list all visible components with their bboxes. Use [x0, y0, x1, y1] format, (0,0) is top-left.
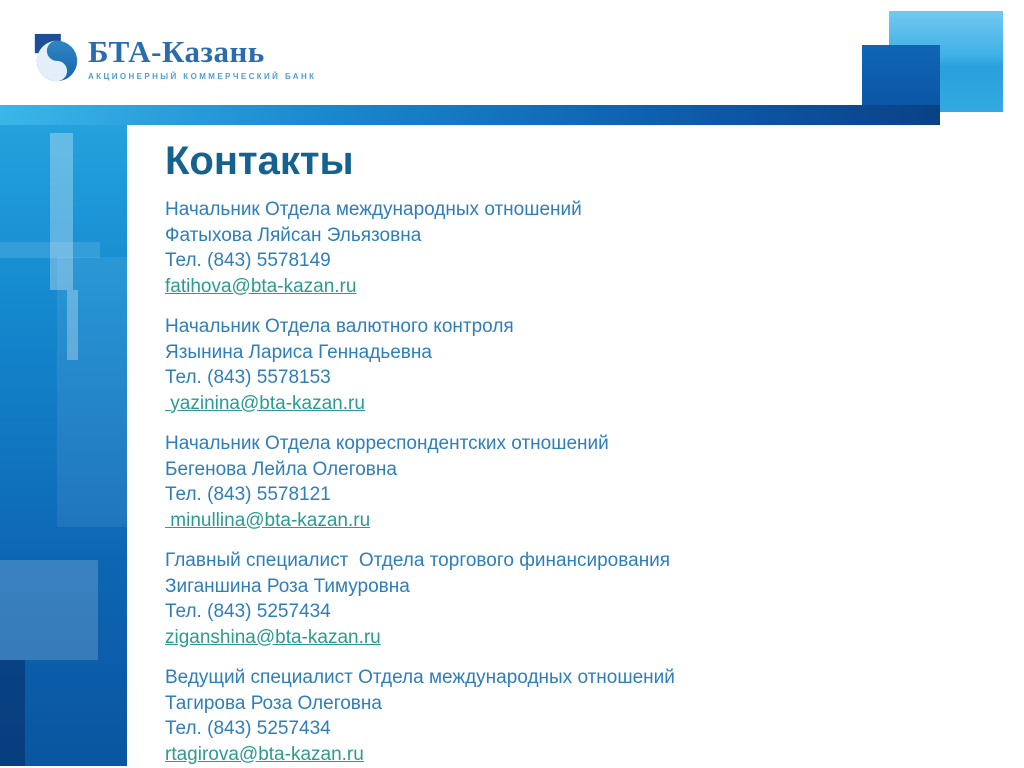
page-title: Контакты: [165, 139, 354, 183]
contact-email-link[interactable]: rtagirova@bta-kazan.ru: [165, 743, 364, 765]
contact-block: [165, 431, 994, 533]
contact-phone: Тел. (843) 5578121: [165, 484, 331, 505]
contact-name: Фатыхова Ляйсан Эльязовна: [165, 224, 422, 246]
logo-text: [88, 30, 316, 81]
contact-phone: Тел. (843) 5578153: [165, 367, 331, 388]
contact-block: [165, 548, 994, 650]
sidebar-decor-light-square: [0, 560, 98, 660]
contact-block: [165, 197, 994, 299]
contact-block: [165, 314, 994, 416]
bta-logo-icon: [30, 30, 82, 86]
contact-phone: Тел. (843) 5578149: [165, 250, 331, 271]
sidebar-decor-dark-corner: [0, 660, 25, 766]
contact-phone: Тел. (843) 5257434: [165, 718, 331, 739]
sidebar-decoration: [0, 125, 127, 766]
sidebar-decor-bar: [67, 290, 78, 360]
contact-position: Начальник Отдела корреспондентских отношений: [165, 433, 609, 454]
contact-email-link[interactable]: ziganshina@bta-kazan.ru: [165, 626, 381, 648]
header: [0, 0, 1024, 105]
contact-position: Начальник Отдела валютного контроля: [165, 316, 514, 337]
contact-name: Язынина Лариса Геннадьевна: [165, 341, 432, 363]
contact-position: Ведущий специалист Отдела международных отношений: [165, 667, 675, 688]
content-panel: [127, 125, 1024, 768]
brand-name: БТА-Казань: [88, 34, 265, 69]
contact-email-link[interactable]: fatihova@bta-kazan.ru: [165, 275, 357, 297]
brand-tagline: АКЦИОНЕРНЫЙ КОММЕРЧЕСКИЙ БАНК: [88, 71, 317, 81]
contact-name: Зиганшина Роза Тимуровна: [165, 575, 410, 597]
contact-email-link[interactable]: minullina@bta-kazan.ru: [165, 509, 371, 531]
contact-name: Тагирова Роза Олеговна: [165, 692, 382, 714]
contact-list: [165, 197, 994, 767]
contact-email-link[interactable]: yazinina@bta-kazan.ru: [165, 392, 365, 414]
contact-name: Бегенова Лейла Олеговна: [165, 458, 397, 480]
sidebar-decor-bar: [50, 133, 73, 290]
contact-position: Начальник Отдела международных отношений: [165, 199, 582, 220]
contact-block: [165, 665, 994, 767]
decor-stripe: [0, 105, 940, 125]
bank-logo: [30, 30, 316, 86]
contact-position: Главный специалист Отдела торгового финансирования: [165, 550, 671, 571]
contact-phone: Тел. (843) 5257434: [165, 601, 331, 622]
